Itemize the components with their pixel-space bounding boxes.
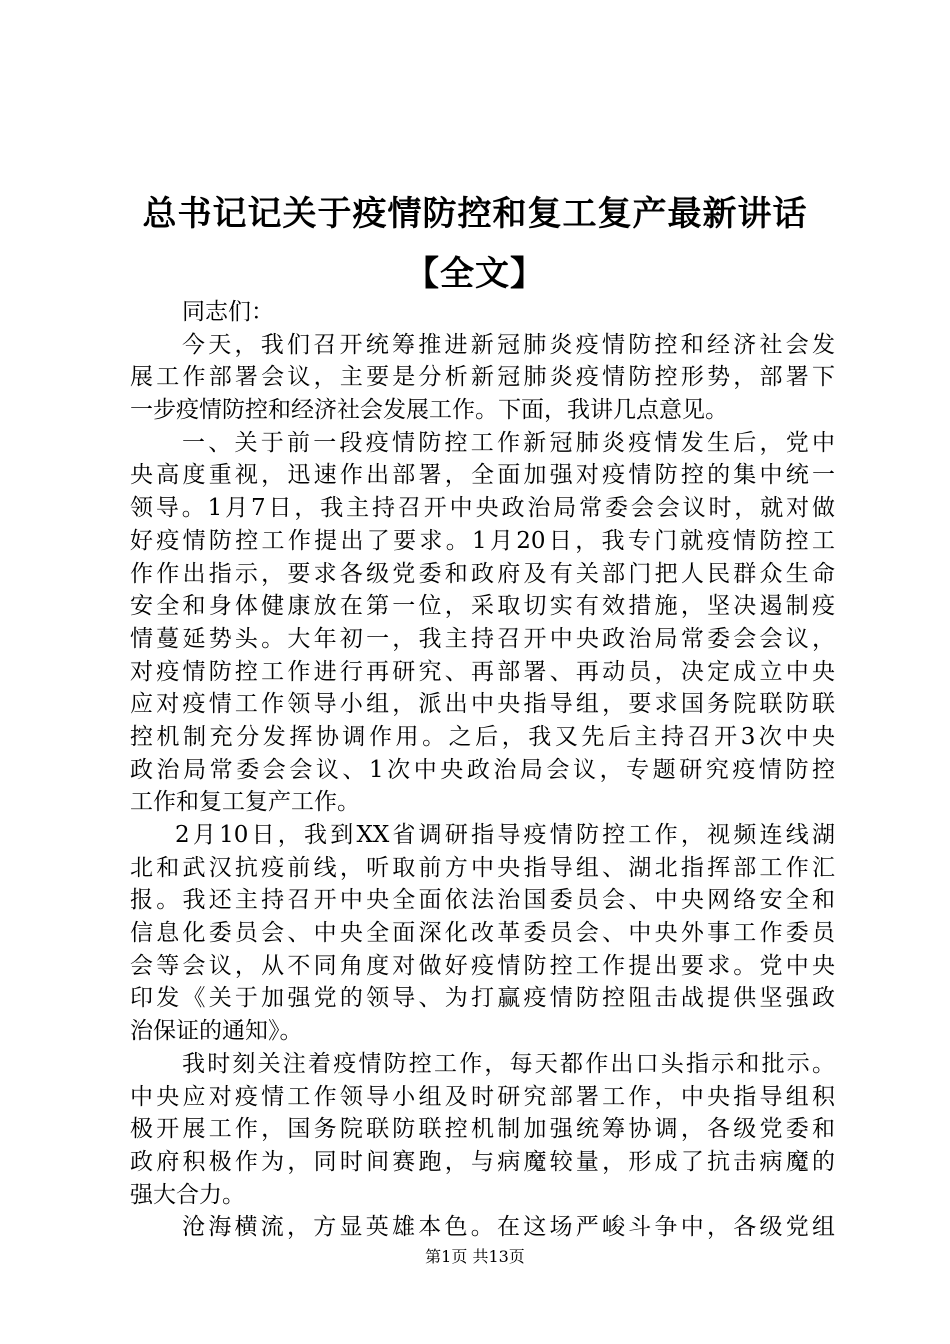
body-line: 政治局常委会会议、1次中央政治局会议，专题研究疫情防控 — [130, 756, 835, 783]
body-line: 好疫情防控工作提出了要求。1月20日，我专门就疫情防控工 — [130, 527, 835, 554]
body-line: 应对疫情工作领导小组，派出中央指导组，要求国务院联防联 — [130, 691, 835, 718]
body-line: 报。我还主持召开中央全面依法治国委员会、中央网络安全和 — [130, 887, 835, 914]
document-body — [130, 296, 835, 1244]
body-line: 安全和身体健康放在第一位，采取切实有效措施，坚决遏制疫 — [130, 593, 835, 620]
body-line: 北和武汉抗疫前线，听取前方中央指导组、湖北指挥部工作汇 — [130, 854, 835, 881]
body-line: 强大合力。 — [130, 1181, 245, 1208]
body-line: 极开展工作，国务院联防联控机制加强统筹协调，各级党委和 — [130, 1116, 835, 1143]
body-line: 中央应对疫情工作领导小组及时研究部署工作，中央指导组积 — [130, 1083, 835, 1110]
body-line: 今天，我们召开统筹推进新冠肺炎疫情防控和经济社会发 — [182, 331, 835, 358]
body-line: 同志们： — [182, 299, 274, 325]
body-line: 领导。1月7日，我主持召开中央政治局常委会会议时，就对做 — [130, 495, 835, 522]
body-line: 情蔓延势头。大年初一，我主持召开中央政治局常委会会议， — [130, 625, 835, 652]
body-line: 政府积极作为，同时间赛跑，与病魔较量，形成了抗击病魔的 — [130, 1148, 835, 1175]
body-line: 一步疫情防控和经济社会发展工作。下面，我讲几点意见。 — [130, 397, 728, 424]
body-line: 控机制充分发挥协调作用。之后，我又先后主持召开3次中央 — [130, 723, 835, 750]
body-line: 工作和复工复产工作。 — [130, 789, 360, 816]
body-line: 作作出指示，要求各级党委和政府及有关部门把人民群众生命 — [130, 560, 835, 587]
body-line: 展工作部署会议，主要是分析新冠肺炎疫情防控形势，部署下 — [130, 364, 835, 391]
document-title-line-1: 总书记记关于疫情防控和复工复产最新讲话 — [142, 194, 808, 234]
body-line: 治保证的通知》。 — [130, 1018, 303, 1045]
body-line: 2月10日，我到XX省调研指导疫情防控工作，视频连线湖 — [175, 822, 835, 848]
body-line: 沧海横流，方显英雄本色。在这场严峻斗争中，各级党组 — [182, 1214, 835, 1241]
body-line: 我时刻关注着疫情防控工作，每天都作出口头指示和批示。 — [182, 1050, 835, 1077]
body-line: 会等会议，从不同角度对做好疫情防控工作提出要求。党中央 — [130, 952, 835, 979]
page-number-footer: 第1页 共13页 — [425, 1247, 525, 1266]
document-title-line-2: 【全文】 — [405, 254, 545, 294]
body-line: 信息化委员会、中央全面深化改革委员会、中央外事工作委员 — [130, 920, 835, 947]
body-line: 对疫情防控工作进行再研究、再部署、再动员，决定成立中央 — [130, 658, 835, 685]
body-line: 印发《关于加强党的领导、为打赢疫情防控阻击战提供坚强政 — [130, 985, 835, 1012]
body-line: 央高度重视，迅速作出部署，全面加强对疫情防控的集中统一 — [130, 462, 835, 489]
body-line: 一、关于前一段疫情防控工作新冠肺炎疫情发生后，党中 — [182, 429, 835, 456]
